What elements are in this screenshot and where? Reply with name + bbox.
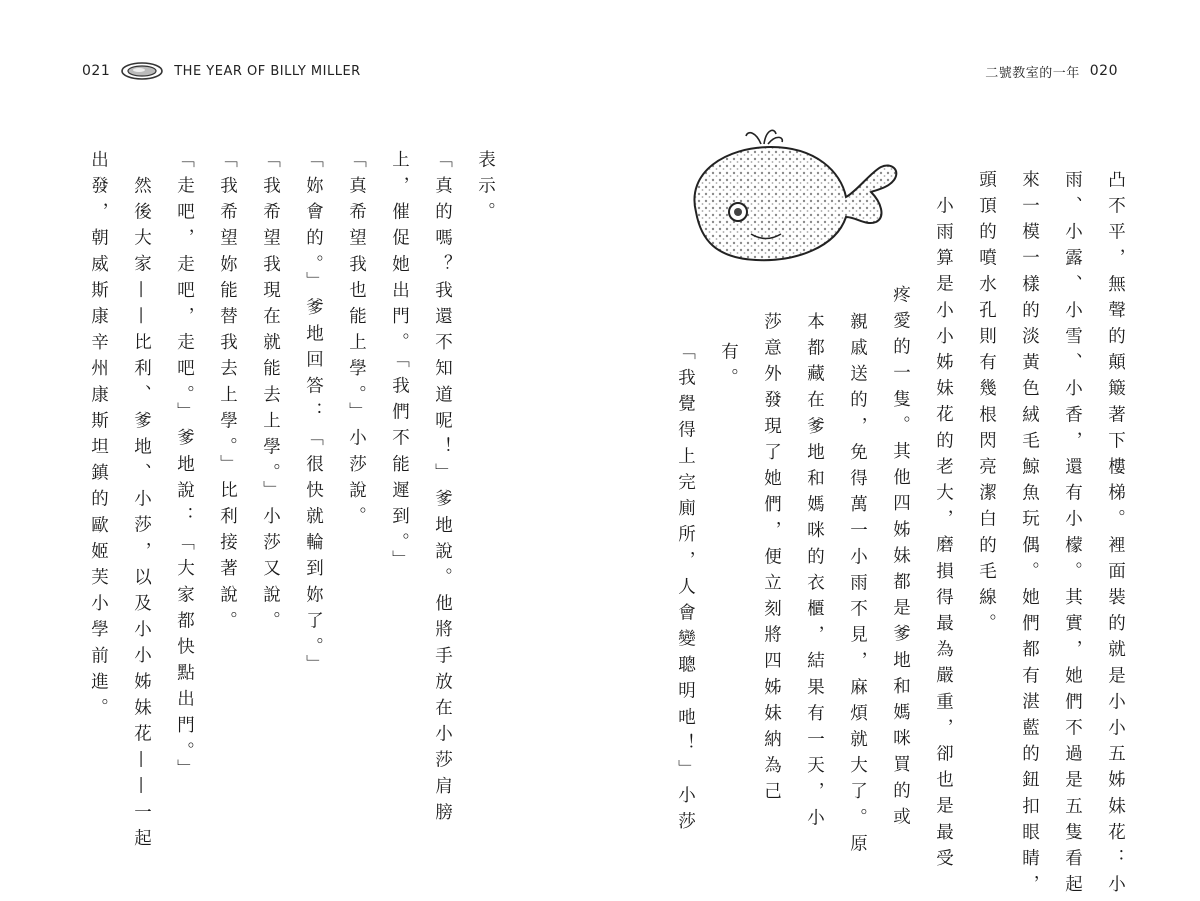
- chapter-title: 二號教室的一年: [985, 65, 1080, 81]
- right-page-number: 020: [1089, 63, 1118, 79]
- right-page-line: 有。: [718, 342, 739, 395]
- left-page-line: 出發，朝威斯康辛州康斯坦鎮的歐姬芙小學前進。: [88, 150, 109, 725]
- right-page-line: 凸不平，無聲的顛簸著下樓梯。裡面裝的就是小小五姊妹花：小: [1105, 170, 1126, 901]
- right-page-line: 親戚送的，免得萬一小雨不見，麻煩就大了。原: [847, 312, 868, 861]
- right-page-line: 來一模一樣的淡黃色絨毛鯨魚玩偶。她們都有湛藍的鈕扣眼睛，: [1019, 170, 1040, 901]
- left-page-line: 「真希望我也能上學。」小莎說。: [346, 150, 367, 533]
- right-page-header: [985, 60, 1118, 82]
- left-page-line: 上，催促她出門。「我們不能遲到。」: [389, 150, 410, 577]
- book-title: THE YEAR OF BILLY MILLER: [174, 63, 361, 79]
- right-page-line: 莎意外發現了她們，便立刻將四姊妹納為己: [761, 312, 782, 808]
- right-page-line: 頭頂的噴水孔則有幾根閃亮潔白的毛線。: [976, 170, 997, 640]
- left-page-line: 「走吧，走吧，走吧。」爹地說：「大家都快點出門。」: [174, 150, 195, 785]
- book-logo-icon: [120, 60, 164, 82]
- left-page-header: [82, 60, 361, 82]
- right-page-line: 雨、小露、小雪、小香，還有小檬。其實，她們不過是五隻看起: [1062, 170, 1083, 901]
- right-page-line: 「我覺得上完廁所，人會變聰明吔！」小莎: [675, 342, 696, 838]
- right-page-line: 本都藏在爹地和媽咪的衣櫃，結果有一天，小: [804, 312, 825, 834]
- right-page-line: 疼愛的一隻。其他四姊妹都是爹地和媽咪買的或: [890, 285, 911, 834]
- left-page-line: 「我希望我現在就能去上學。」小莎又說。: [260, 150, 281, 638]
- left-page-line: 「妳會的。」爹地回答：「很快就輪到妳了。」: [303, 150, 324, 681]
- right-page-line: 小雨算是小小姊妹花的老大，磨損得最為嚴重，卻也是最受: [933, 196, 954, 875]
- left-page-line: 然後大家——比利、爹地、小莎，以及小小姊妹花——一起: [131, 176, 152, 855]
- whale-plush-icon: [676, 122, 906, 272]
- left-page-number: 021: [82, 63, 111, 79]
- left-page-line: 「真的嗎？我還不知道呢！」爹地說。他將手放在小莎肩膀: [432, 150, 453, 829]
- left-page-line: 「我希望妳能替我去上學。」比利接著說。: [217, 150, 238, 638]
- left-page-line: 表示。: [475, 150, 496, 229]
